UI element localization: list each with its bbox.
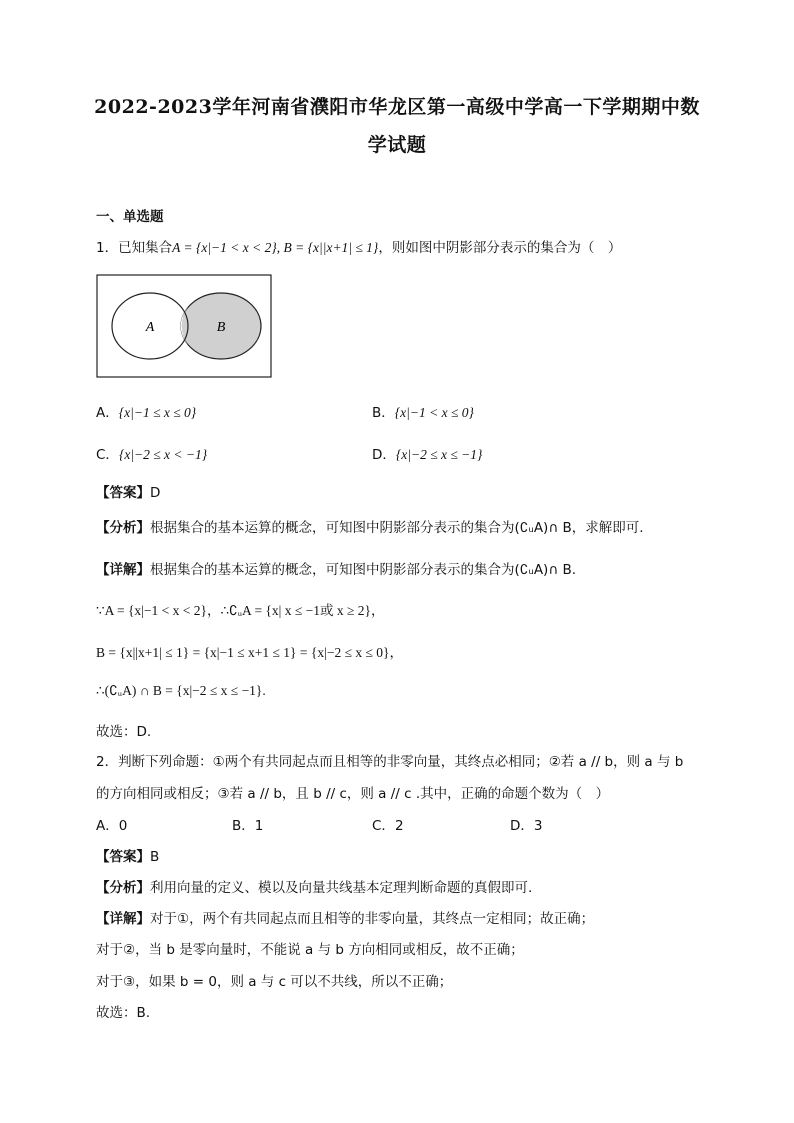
q2-analysis	[96, 876, 532, 896]
q1-analysis	[96, 516, 644, 536]
answer-tag: 【答案】	[96, 485, 150, 501]
q1-option-b	[372, 401, 474, 421]
option-letter: D．	[510, 818, 534, 834]
option-text: 3	[533, 818, 543, 834]
option-letter: B．	[232, 818, 255, 834]
venn-label-b: B	[216, 320, 226, 335]
option-letter: A．	[96, 405, 119, 421]
analysis-tag: 【分析】	[96, 880, 150, 896]
option-letter: B．	[372, 405, 395, 421]
answer-value: D	[150, 485, 161, 501]
detail-text: 对于①，两个有共同起点而且相等的非零向量，其终点一定相同；故正确；	[150, 911, 595, 927]
q1-step2: B = {x||x+1| ≤ 1} = {x|−1 ≤ x+1 ≤ 1} = {x|−2 ≤ x ≤ 0}，	[96, 645, 403, 660]
analysis-text: 根据集合的基本运算的概念，可知图中阴影部分表示的集合为(∁ᵤA)∩ B，求解即可.	[150, 520, 644, 536]
detail-tag: 【详解】	[96, 911, 150, 927]
q2-detail-3: 对于③，如果 b = 0，则 a 与 c 可以不共线，所以不正确；	[96, 974, 453, 990]
section-heading: 一、单选题	[96, 209, 164, 225]
q2-option-d	[510, 814, 543, 834]
q1-detail	[96, 558, 576, 578]
q1-option-a	[96, 401, 196, 421]
q2-option-a	[96, 814, 127, 834]
q1-option-d	[372, 443, 482, 463]
q1-answer	[96, 481, 160, 501]
doc-title-line1: 2022-2023学年河南省濮阳市华龙区第一高级中学高一下学期期中数	[94, 96, 700, 118]
option-text: 0	[118, 818, 128, 834]
option-text: 1	[254, 818, 264, 834]
q1-stem-suffix: ，则如图中阴影部分表示的集合为（ ）	[378, 240, 622, 256]
option-letter: D．	[372, 447, 396, 463]
q1-stem	[96, 236, 621, 256]
q2-detail-2: 对于②，当 b 是零向量时，不能说 a 与 b 方向相同或相反，故不正确；	[96, 942, 524, 958]
option-letter: C．	[96, 447, 119, 463]
option-text: {x|−2 ≤ x ≤ −1}	[395, 447, 483, 462]
q1-step1: ∵A = {x|−1 < x < 2}，∴∁ᵤA = {x| x ≤ −1或 x ≥ 2}，	[96, 603, 385, 618]
venn-diagram	[96, 274, 272, 378]
q2-option-b	[232, 814, 263, 834]
option-letter: C．	[372, 818, 395, 834]
option-text: {x|−2 ≤ x < −1}	[118, 447, 208, 462]
option-text: {x|−1 < x ≤ 0}	[394, 405, 474, 420]
q2-answer	[96, 845, 159, 865]
option-text: 2	[394, 818, 404, 834]
q2-detail	[96, 907, 594, 927]
venn-label-a: A	[145, 320, 155, 335]
q2-option-c	[372, 814, 404, 834]
q1-option-c	[96, 443, 207, 463]
doc-title-line2: 学试题	[367, 134, 427, 156]
q1-stem-prefix: 1．已知集合	[96, 240, 173, 256]
q2-conclusion: 故选：B.	[96, 1005, 151, 1021]
answer-tag: 【答案】	[96, 849, 150, 865]
q1-conclusion: 故选：D.	[96, 724, 152, 740]
q1-step3: ∴(∁ᵤA) ∩ B = {x|−2 ≤ x ≤ −1}.	[96, 683, 266, 698]
analysis-tag: 【分析】	[96, 520, 150, 536]
answer-value: B	[150, 849, 160, 865]
q2-stem-line2: 的方向相同或相反；③若 a // b，且 b // c，则 a // c .其中，正确的命题个数为（ ）	[96, 786, 610, 802]
detail-text: 根据集合的基本运算的概念，可知图中阴影部分表示的集合为(∁ᵤA)∩ B.	[150, 562, 577, 578]
option-letter: A．	[96, 818, 119, 834]
detail-tag: 【详解】	[96, 562, 150, 578]
q2-stem-line1: 2．判断下列命题：①两个有共同起点而且相等的非零向量，其终点必相同；②若 a // b，则 a 与 b	[96, 754, 684, 770]
option-text: {x|−1 ≤ x ≤ 0}	[118, 405, 197, 420]
analysis-text: 利用向量的定义、模以及向量共线基本定理判断命题的真假即可.	[150, 880, 533, 896]
q1-stem-math: A = {x|−1 < x < 2}, B = {x||x+1| ≤ 1}	[172, 240, 379, 255]
